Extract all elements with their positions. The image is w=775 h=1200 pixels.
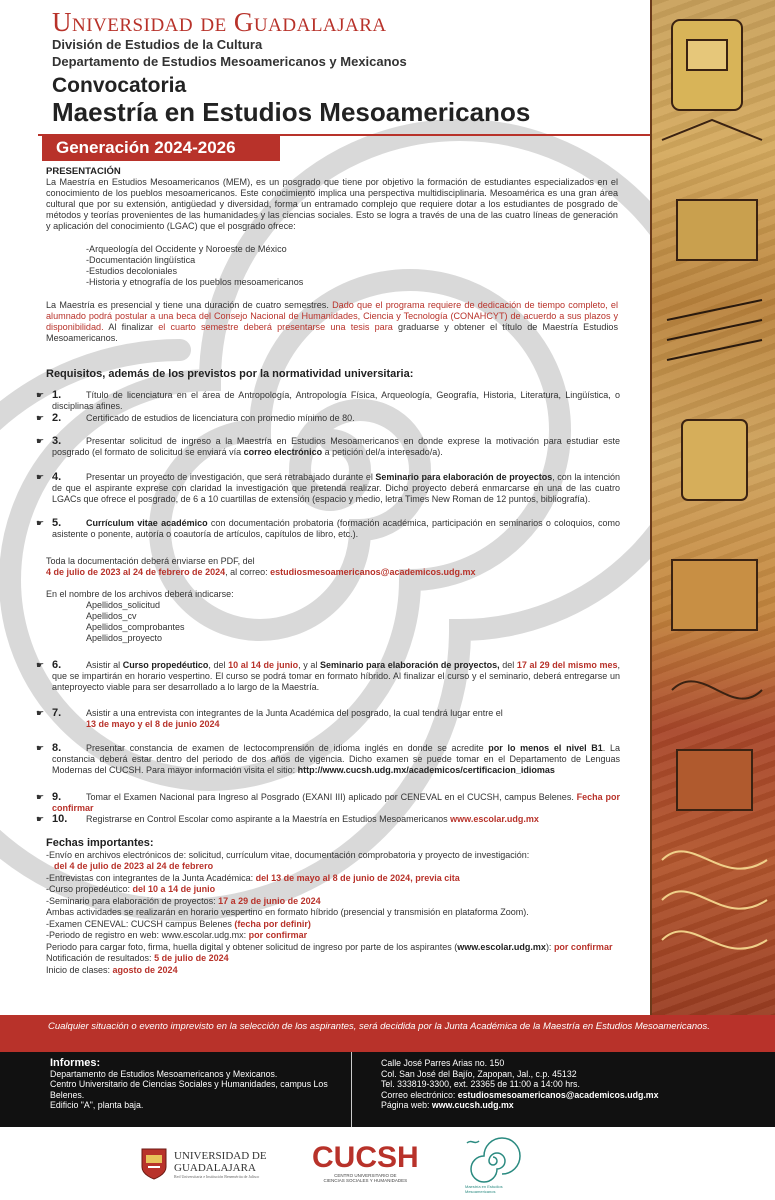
duration-text-3: graduarse y obtener el título de Maestría Estudios Mesoamericanos. (46, 322, 619, 343)
date-value: por confirmar (553, 941, 613, 952)
university-name: Universidad de Guadalajara (52, 7, 387, 37)
website-link[interactable]: www.cucsh.udg.mx (431, 1100, 514, 1110)
hand-pointer-icon: ☛ (36, 743, 45, 753)
duration-text-2: Al finalizar (103, 322, 159, 332)
info-line: Edificio "A", planta baja. (50, 1100, 144, 1110)
requirement-text: a petición del/a interesado/a). (322, 447, 443, 457)
cucsh-logo-subtitle: CIENCIAS SOCIALES Y HUMANIDADES (323, 1178, 408, 1183)
udg-logo-text: GUADALAJARA (174, 1161, 256, 1174)
pdf-mid: , al correo: (225, 567, 271, 577)
cucsh-logo-text: CUCSH (312, 1141, 419, 1174)
requirement-date: 17 al 29 del mismo mes (516, 660, 618, 670)
requirement-text: Presentar un proyecto de investigación, que será retrabajado durante el (86, 472, 376, 482)
mem-logo (455, 1135, 530, 1195)
date-value: del 4 de julio de 2023 al 24 de febrero (54, 861, 214, 871)
requirement-item (36, 814, 620, 825)
requirement-number: 5. (52, 517, 62, 529)
escolar-link[interactable]: www.escolar.udg.mx (450, 814, 539, 824)
requirement-text: con documentación probatoria (formación académica, participación en seminarios o coloquios, como asistente o ponente, autoría o coautoría de artículos, capítulos de libro, etc.). (52, 518, 620, 539)
phone-line: Tel. 333819-3300, ext. 23365 de 11:00 a 14:00 hrs. (381, 1079, 580, 1089)
duration-text: La Maestría es presencial y tiene una duración de cuatro semestres. (46, 300, 333, 310)
requirement-item (36, 472, 620, 505)
department-name: Departamento de Estudios Mesoamericanos y Mexicanos (52, 54, 407, 69)
requirement-text: Presentar constancia de examen de lectocomprensión de idioma inglés en donde se acredite (86, 743, 489, 753)
file-name: Apellidos_solicitud (86, 600, 161, 610)
requirement-item (36, 413, 620, 424)
program-title: Maestría en Estudios Mesoamericanos (52, 97, 531, 127)
division-name: División de Estudios de la Cultura (52, 37, 263, 52)
hand-pointer-icon: ☛ (36, 436, 45, 446)
dates-heading: Fechas importantes: (46, 837, 154, 849)
contact-email-link[interactable]: estudiosmesoamericanos@academicos.udg.mx (270, 567, 476, 577)
udg-logo-text: UNIVERSIDAD DE (174, 1149, 267, 1162)
duration-paragraph (46, 300, 618, 344)
convocatoria-title: Convocatoria (52, 74, 187, 97)
requirement-number: 9. (52, 791, 62, 803)
date-value: del 13 de mayo al 8 de junio de 2024, previa cita (255, 872, 460, 883)
date-item: -Periodo de registro en web: www.escolar.udg.mx: (46, 930, 249, 940)
requirement-text: Asistir al (86, 660, 123, 670)
web-label: Página web: (381, 1100, 432, 1110)
hand-pointer-icon: ☛ (36, 814, 45, 824)
hand-pointer-icon: ☛ (36, 708, 45, 718)
requirement-number: 4. (52, 471, 62, 483)
hand-pointer-icon: ☛ (36, 792, 45, 802)
file-name: Apellidos_cv (86, 611, 137, 621)
cucsh-logo (312, 1143, 419, 1183)
footer-logos (0, 1127, 775, 1200)
lgac-item: -Arqueología del Occidente y Noroeste de México (86, 244, 287, 254)
requirement-text: , que se impartirán en horario vespertino. El curso se podrá tomar en formato híbrido. Al finalizar el curso y el seminario, deberá entregarse un anteproyecto viable para ser desarrollado a lo largo de la Maestría. (52, 660, 621, 692)
requirement-item (36, 436, 620, 458)
date-value: agosto de 2024 (112, 964, 178, 975)
requirement-text: . La constancia deberá estar dentro del periodo de dos años de vigencia. Dicho examen se puede tomar en el Departamento de Lenguas Modernas del CUCSH. Para mayor información visita el sitio: (52, 743, 621, 775)
requirement-item (36, 660, 620, 693)
date-value: del 10 a 14 de junio (132, 884, 216, 894)
date-item: -Examen CENEVAL: CUCSH campus Belenes (46, 918, 235, 929)
date-value: (fecha por definir) (234, 918, 311, 929)
info-left (50, 1058, 340, 1111)
requirements-heading: Requisitos, además de los previstos por la normatividad universitaria: (46, 368, 414, 380)
documentation-section (46, 556, 618, 644)
requirement-number: 6. (52, 659, 62, 671)
pdf-dates: 4 de julio de 2023 al 24 de febrero de 2024 (46, 567, 226, 577)
codex-artwork (650, 0, 775, 1015)
requirement-text: , y al (298, 660, 321, 670)
date-item: Inicio de clases: (46, 964, 113, 975)
files-intro: En el nombre de los archivos deberá indicarse: (46, 589, 234, 599)
requirement-emphasis: Seminario para elaboración de proyectos, (320, 660, 500, 670)
requirement-date: 13 de mayo y el 8 de junio 2024 (86, 719, 220, 729)
requirement-number: 3. (52, 435, 62, 447)
requirement-date: Fecha por confirmar (52, 792, 620, 813)
requirement-number: 8. (52, 742, 62, 754)
cucsh-logo-subtitle: CENTRO UNIVERSITARIO DE (334, 1173, 397, 1178)
notice-banner: Cualquier situación o evento imprevisto en la selección de los aspirantes, será decidida por la Junta Académica de la Maestría en Estudios Mesoamericanos. (0, 1015, 775, 1052)
requirement-item (36, 743, 620, 776)
address-line: Col. San José del Bajío, Zapopan, Jal., c.p. 45132 (381, 1068, 577, 1079)
language-cert-link[interactable]: http://www.cucsh.udg.mx/academicos/certificacion_idiomas (297, 765, 555, 775)
date-item: Notificación de resultados: (46, 953, 155, 963)
presentation-heading: PRESENTACIÓN (46, 166, 121, 177)
hand-pointer-icon: ☛ (36, 518, 45, 528)
requirement-item (36, 518, 620, 540)
requirement-text: Certificado de estudios de licenciatura con promedio mínimo de 80. (86, 413, 355, 423)
date-item: -Entrevistas con integrantes de la Junta Académica: (46, 872, 256, 883)
requirement-number: 2. (52, 412, 62, 424)
mem-logo-text: Maestría en Estudios Mesoamericanos (465, 1184, 503, 1194)
hand-pointer-icon: ☛ (36, 390, 45, 400)
requirement-item (36, 390, 620, 412)
requirement-text: Presentar solicitud de ingreso a la Maestría en Estudios Mesoamericanos en donde exprese la motivación para estudiar este posgrado (el formato de solicitud se enviará vía (52, 436, 620, 457)
requirement-number: 1. (52, 389, 62, 401)
date-value: 17 a 29 de junio de 2024 (218, 895, 321, 906)
date-item: ): (545, 941, 554, 952)
requirement-emphasis: por lo menos el nivel B1 (488, 743, 603, 753)
lgac-item: -Documentación lingüística (86, 255, 196, 265)
requirement-text: Tomar el Examen Nacional para Ingreso al Posgrado (EXANI III) aplicado por CENEVAL en el CUCSH, campus Belenes. (86, 792, 577, 802)
info-line: Centro Universitario de Ciencias Sociales y Humanidades, campus Los Belenes. (50, 1079, 328, 1100)
escolar-link[interactable]: www.escolar.udg.mx (457, 941, 546, 952)
hand-pointer-icon: ☛ (36, 472, 45, 482)
date-value: 5 de julio de 2024 (154, 953, 229, 963)
info-line: Departamento de Estudios Mesoamericanos y Mexicanos. (50, 1068, 278, 1079)
file-names-list (46, 600, 618, 644)
requirement-text: Registrarse en Control Escolar como aspirante a la Maestría en Estudios Mesoamericanos (86, 814, 451, 824)
requirement-emphasis: Seminario para elaboración de proyectos (375, 472, 553, 482)
email-label: Correo electrónico: (381, 1089, 458, 1100)
udg-logo (140, 1147, 267, 1181)
lgac-list (46, 244, 618, 288)
requirement-emphasis: Currículum vitae académico (86, 518, 208, 528)
requirement-emphasis: Curso propedéutico (122, 660, 209, 670)
file-name: Apellidos_comprobantes (86, 622, 185, 632)
requirement-number: 7. (52, 707, 62, 719)
requirement-text: Asistir a una entrevista con integrantes de la Junta Académica del posgrado, la cual tendrá lugar entre el (86, 708, 503, 718)
mem-spiral-icon (455, 1135, 530, 1185)
presentation-section (46, 166, 618, 344)
requirement-text: del (499, 660, 517, 670)
date-item: -Envío en archivos electrónicos de: solicitud, currículum vitae, documentación comprobatoria y proyecto de investigación: (46, 849, 530, 860)
requirement-item (36, 792, 620, 814)
date-item: Periodo para cargar foto, firma, huella digital y obtener solicitud de ingreso por parte de los aspirantes ( (46, 941, 458, 952)
date-value: por confirmar (248, 930, 308, 940)
requirement-text: , con la intención de que el aspirante exprese con claridad la investigación que pretenda realizar. Dicho proyecto deberá enmarcarse en una de las cuatro LGACs que ofrece el posgrado, de 6 a 10 cuartillas de extensión (espacio y medio, letra Times New Roman de 12 puntos, bibliografía). (52, 472, 620, 504)
udg-seal-icon (140, 1147, 168, 1181)
address-line: Calle José Parres Arias no. 150 (381, 1058, 505, 1068)
requirement-text: Título de licenciatura en el área de Antropología, Antropología Física, Arqueología, Geografía, Historia, Literatura, Lingüística, o disciplinas afines. (52, 390, 620, 411)
lgac-item: -Estudios decoloniales (86, 266, 177, 276)
requirement-number: 10. (52, 813, 68, 825)
dates-section (46, 838, 618, 976)
udg-logo-subtitle: Red Universitaria e Institución Benemérita de Jalisco (174, 1173, 260, 1179)
hand-pointer-icon: ☛ (36, 413, 45, 423)
info-heading: Informes: (50, 1057, 101, 1069)
info-bar (0, 1052, 775, 1127)
requirement-item (36, 708, 620, 730)
info-right (381, 1058, 771, 1111)
header (0, 0, 650, 126)
file-name: Apellidos_proyecto (86, 633, 163, 643)
pdf-instruction: Toda la documentación deberá enviarse en PDF, del (46, 556, 255, 566)
hand-pointer-icon: ☛ (36, 660, 45, 670)
requirement-text: , del (208, 660, 229, 670)
thesis-text: el cuarto semestre deberá presentarse una tesis para (158, 322, 393, 332)
divider (351, 1052, 352, 1127)
requirement-date: 10 al 14 de junio (228, 660, 299, 670)
presentation-paragraph: La Maestría en Estudios Mesoamericanos (MEM), es un posgrado que tiene por objetivo la formación de estudiantes especializados en el conocimiento de los pueblos mesoamericanos. Este conocimiento implica una perspectiva multidisciplinaria. Mesoamérica es una gran área cultural que por su extensión, antigüedad y diversidad, forma un entramado complejo que requiere dotar a los estudiantes de posgrado de métodos y teorías provenientes de las humanidades y las ciencias sociales. Esto se logra a través de una de las cuatro líneas de generación y aplicación del conocimiento (LGAC) que el posgrado ofrece: (46, 177, 618, 231)
scholarship-text: Dado que el programa requiere de dedicación de tiempo completo, el alumnado podrá postular a una beca del Consejo Nacional de Humanidades, Ciencia y Tecnología (CONAHCYT) de acuerdo a sus plazos y disponibilidad. (46, 300, 618, 332)
requirement-emphasis: correo electrónico (243, 447, 323, 457)
contact-email-link[interactable]: estudiosmesoamericanos@academicos.udg.mx (457, 1089, 659, 1100)
lgac-item: -Historia y etnografía de los pueblos mesoamericanos (86, 277, 304, 287)
date-item: -Seminario para elaboración de proyectos: (46, 895, 219, 906)
date-note: Ambas actividades se realizarán en horario vespertino en formato híbrido (presencial y transmisión en plataforma Zoom). (46, 907, 529, 917)
date-item: -Curso propedéutico: (46, 884, 133, 894)
generation-banner: Generación 2024-2026 (42, 136, 280, 161)
